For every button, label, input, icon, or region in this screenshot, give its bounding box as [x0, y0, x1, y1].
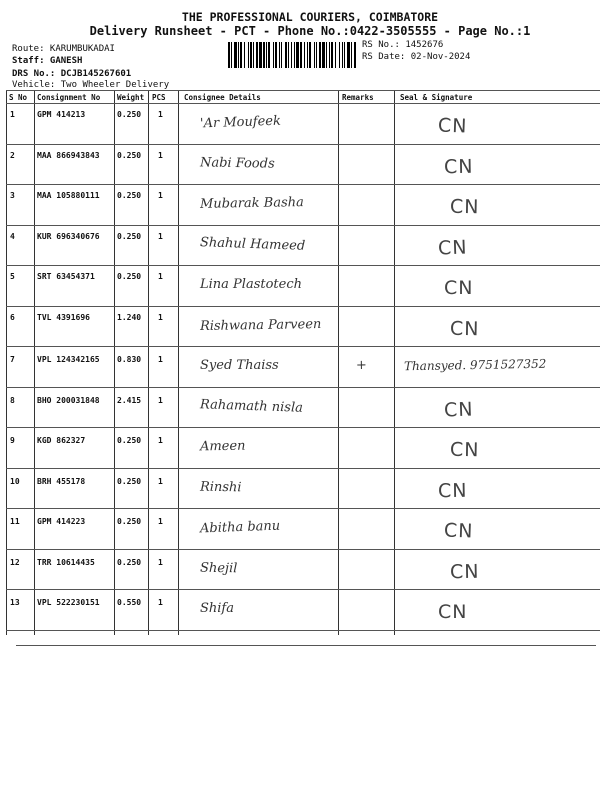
row-divider [6, 184, 600, 185]
row-divider [6, 144, 600, 145]
row-serial: 2 [10, 150, 15, 160]
row-divider [6, 508, 600, 509]
row-divider [6, 306, 600, 307]
row-weight: 0.250 [117, 110, 142, 119]
row-consignee-handwriting: Ameen [199, 438, 246, 455]
staff-label: Staff: GANESH [12, 56, 83, 66]
row-divider [6, 225, 600, 226]
row-serial: 6 [10, 312, 15, 322]
drs-number: DRS No.: DCJB145267601 [12, 69, 132, 79]
row-consignment-no: GPM 414213 [37, 110, 86, 119]
row-consignment-no: GPM 414223 [37, 517, 86, 526]
col-header-consignee: Consignee Details [184, 93, 261, 102]
runsheet-title: Delivery Runsheet - PCT - Phone No.:0422-3505555 - Page No.:1 [89, 24, 531, 38]
row-consignee-handwriting: Shifa [200, 601, 234, 616]
row-pieces: 1 [158, 395, 163, 405]
row-divider [6, 468, 600, 469]
row-divider [6, 103, 600, 104]
row-consignment-no: TVL 4391696 [37, 312, 90, 322]
row-signature-handwriting: CN [444, 277, 474, 299]
row-pieces: 1 [158, 557, 163, 567]
row-divider [6, 427, 600, 428]
column-divider [394, 90, 395, 635]
row-pieces: 1 [158, 110, 163, 119]
row-serial: 11 [10, 517, 20, 526]
row-consignee-handwriting: Abitha banu [199, 518, 281, 537]
row-signature-handwriting: CN [443, 397, 474, 422]
row-serial: 9 [10, 436, 15, 445]
row-weight: 0.550 [117, 598, 142, 607]
row-serial: 10 [10, 476, 20, 486]
row-remark-handwriting: + [355, 357, 368, 374]
vehicle-label: Vehicle: Two Wheeler Delivery [12, 80, 170, 90]
col-header-remarks: Remarks [342, 93, 374, 102]
row-signature-handwriting: CN [449, 560, 480, 583]
row-signature-handwriting: CN [449, 317, 480, 340]
row-divider [6, 589, 600, 590]
row-consignment-no: TRR 10614435 [37, 557, 95, 567]
row-divider [6, 90, 600, 91]
row-signature-handwriting: CN [437, 114, 468, 138]
column-divider [34, 90, 35, 635]
row-weight: 1.240 [117, 312, 142, 322]
col-header-consignment: Consignment No [37, 93, 101, 102]
row-consignment-no: MAA 105880111 [37, 191, 100, 200]
row-serial: 5 [10, 272, 15, 281]
row-signature-handwriting: CN [437, 479, 468, 502]
row-weight: 0.250 [117, 517, 142, 526]
row-signature-handwriting: CN [443, 519, 474, 543]
col-header-sno: S No [9, 93, 28, 102]
row-serial: 4 [10, 231, 15, 241]
row-pieces: 1 [158, 476, 163, 486]
row-signature-handwriting: Thansyed. 9751527352 [403, 356, 547, 374]
table-bottom-rule [16, 645, 596, 646]
column-divider [178, 90, 179, 635]
row-consignment-no: SRT 63454371 [37, 272, 95, 281]
row-weight: 0.250 [117, 272, 142, 281]
row-serial: 12 [10, 557, 20, 567]
column-divider [6, 90, 7, 635]
row-consignment-no: BRH 455178 [37, 476, 86, 486]
row-weight: 0.250 [117, 231, 142, 241]
row-signature-handwriting: CN [443, 155, 474, 178]
barcode-image [228, 42, 356, 68]
row-weight: 0.250 [117, 191, 142, 200]
row-consignee-handwriting: Shejil [199, 560, 238, 576]
rs-number: RS No.: 1452676 [362, 40, 444, 50]
column-divider [338, 90, 339, 635]
rs-date: RS Date: 02-Nov-2024 [362, 52, 471, 62]
row-consignment-no: VPL 124342165 [37, 355, 100, 364]
row-serial: 1 [10, 110, 15, 119]
row-serial: 3 [10, 191, 15, 200]
company-title: THE PROFESSIONAL COURIERS, COIMBATORE [181, 10, 439, 24]
row-weight: 0.250 [117, 436, 142, 445]
row-signature-handwriting: CN [438, 601, 468, 623]
row-pieces: 1 [158, 191, 163, 200]
row-pieces: 1 [158, 598, 163, 607]
route-label: Route: KARUMBUKADAI [12, 44, 115, 54]
row-serial: 8 [10, 395, 15, 405]
row-serial: 13 [10, 598, 20, 607]
row-consignee-handwriting: Syed Thaiss [200, 358, 279, 373]
row-consignment-no: BHO 200031848 [37, 395, 100, 405]
row-pieces: 1 [158, 150, 163, 160]
row-consignee-handwriting: Shahul Hameed [199, 234, 306, 254]
row-consignee-handwriting: Rishwana Parveen [199, 316, 322, 334]
col-header-pcs: PCS [152, 93, 166, 102]
row-consignment-no: MAA 866943843 [37, 150, 100, 160]
row-pieces: 1 [158, 231, 163, 241]
row-consignment-no: KUR 696340676 [37, 231, 100, 241]
row-weight: 0.250 [117, 557, 142, 567]
row-weight: 0.250 [117, 150, 142, 160]
row-pieces: 1 [158, 436, 163, 445]
row-divider [6, 630, 600, 631]
row-signature-handwriting: CN [449, 438, 480, 462]
row-weight: 0.250 [117, 476, 142, 486]
row-signature-handwriting: CN [449, 195, 480, 219]
row-pieces: 1 [158, 272, 163, 281]
row-pieces: 1 [158, 312, 163, 322]
column-divider [148, 90, 149, 635]
row-divider [6, 346, 600, 347]
col-header-signature: Seal & Signature [400, 93, 473, 102]
row-serial: 7 [10, 355, 15, 364]
row-consignment-no: VPL 522230151 [37, 598, 100, 607]
row-weight: 2.415 [117, 395, 142, 405]
row-consignee-handwriting: Nabi Foods [199, 154, 275, 172]
row-divider [6, 549, 600, 550]
row-consignee-handwriting: 'Ar Moufeek [199, 113, 282, 132]
row-divider [6, 387, 600, 388]
row-consignee-handwriting: Rahamath nisla [199, 396, 304, 416]
row-consignee-handwriting: Rinshi [199, 479, 242, 495]
row-divider [6, 265, 600, 266]
column-divider [114, 90, 115, 635]
row-pieces: 1 [158, 355, 163, 364]
row-consignee-handwriting: Mubarak Basha [199, 195, 304, 212]
row-consignment-no: KGD 862327 [37, 436, 86, 445]
row-signature-handwriting: CN [437, 235, 468, 260]
row-weight: 0.830 [117, 355, 142, 364]
row-consignee-handwriting: Lina Plastotech [200, 277, 302, 292]
row-pieces: 1 [158, 517, 163, 526]
col-header-weight: Weight [117, 93, 145, 102]
